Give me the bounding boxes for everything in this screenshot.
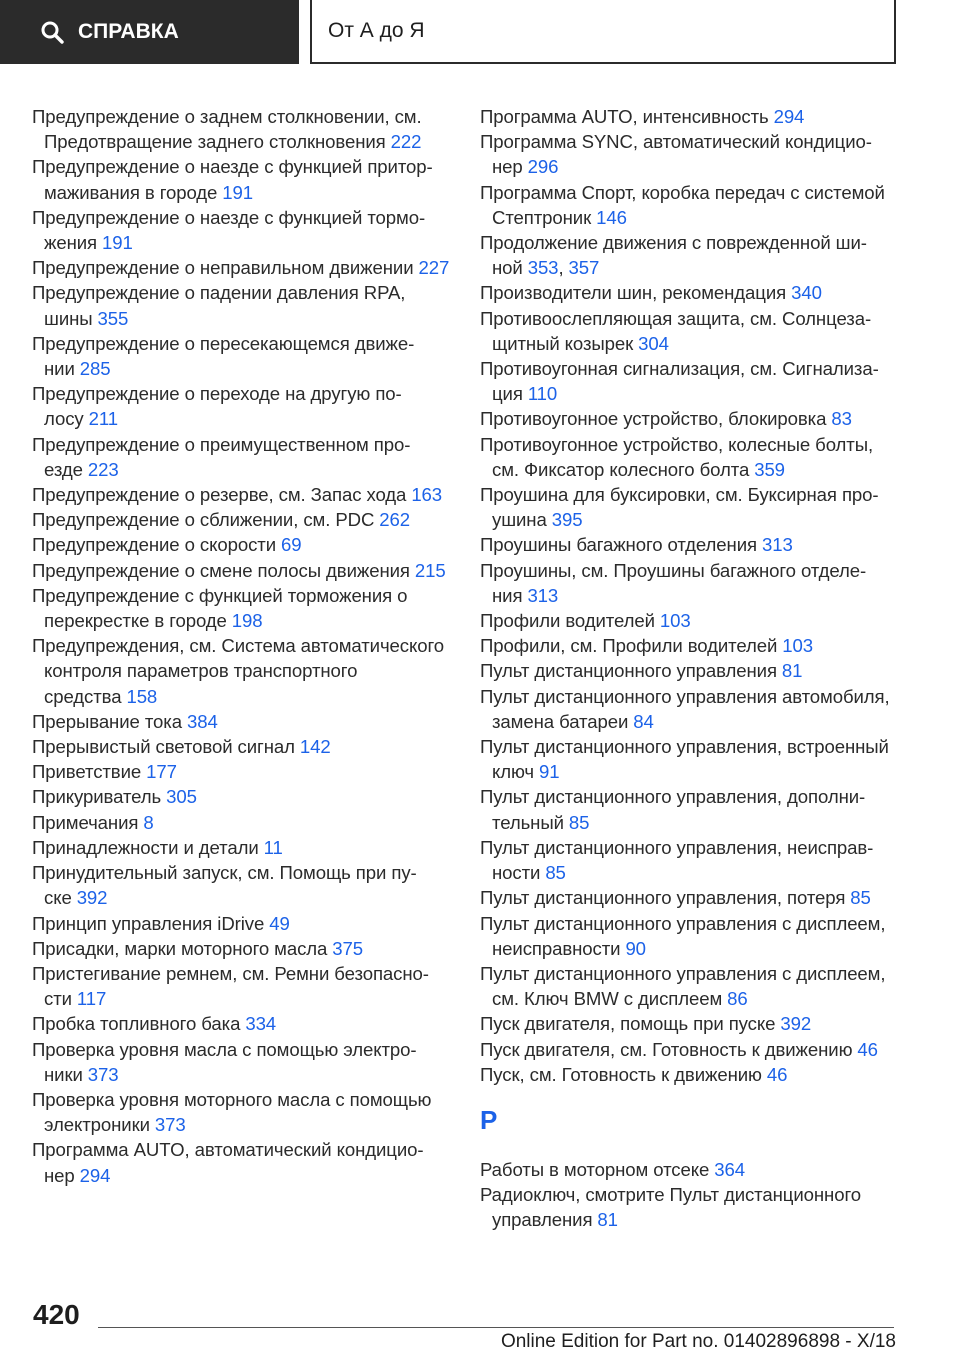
page-link[interactable]: 285 bbox=[79, 358, 111, 380]
page-link[interactable]: 11 bbox=[263, 836, 283, 858]
index-entry bbox=[32, 583, 452, 633]
index-entry bbox=[32, 835, 452, 860]
page-link[interactable]: 211 bbox=[88, 408, 118, 430]
page-link[interactable]: 90 bbox=[625, 937, 646, 959]
help-tab[interactable] bbox=[0, 0, 299, 64]
page-link[interactable]: 117 bbox=[76, 988, 107, 1010]
index-entry-text: Принцип управления iDrive bbox=[32, 912, 265, 934]
index-entry-text: Примечания bbox=[32, 811, 139, 833]
header bbox=[0, 0, 960, 66]
index-entry bbox=[480, 129, 900, 179]
index-entry bbox=[480, 658, 900, 683]
page-link[interactable]: 103 bbox=[782, 635, 814, 657]
page-link[interactable]: 313 bbox=[761, 534, 793, 556]
index-entry bbox=[480, 608, 900, 633]
index-entry bbox=[32, 331, 452, 381]
index-entry bbox=[32, 381, 452, 431]
index-entry-text: Программа AUTO, автоматический кондиционер bbox=[32, 1139, 424, 1186]
page-link[interactable]: 392 bbox=[76, 887, 108, 909]
index-entry bbox=[480, 180, 900, 230]
page-link[interactable]: 373 bbox=[87, 1063, 119, 1085]
index-entry-text: Пульт дистанционного управления bbox=[480, 660, 777, 682]
page-link[interactable]: 313 bbox=[527, 584, 559, 606]
index-entry-text: Пуск двигателя, см. Готовность к движению bbox=[480, 1038, 853, 1060]
index-entry-text: Проушины багажного отделения bbox=[480, 534, 757, 556]
index-entry bbox=[480, 784, 900, 834]
index-entry bbox=[32, 784, 452, 809]
index-entry bbox=[480, 558, 900, 608]
page-link[interactable]: 110 bbox=[527, 383, 558, 405]
index-entry bbox=[480, 280, 900, 305]
index-entry-text: Пристегивание ремнем, см. Ремни безопасности bbox=[32, 962, 429, 1010]
index-entry: Продолжение движения с поврежденной шиной 353, 357 bbox=[480, 232, 867, 279]
index-entry bbox=[480, 432, 900, 482]
index-entry-text: Предупреждение о преимущественном проезде bbox=[32, 433, 411, 480]
page-link[interactable]: 353 bbox=[527, 257, 559, 279]
index-entry bbox=[32, 759, 452, 784]
page-link[interactable]: 69 bbox=[281, 534, 302, 556]
index-entry bbox=[32, 1011, 452, 1036]
index-entry-text: Предупреждение о наезде с функцией притормаживания в городе bbox=[32, 156, 433, 203]
index-entry bbox=[32, 911, 452, 936]
index-entry-text: Пульт дистанционного управления, потеря bbox=[480, 887, 846, 909]
index-entry-text: Проверка уровня моторного масла с помощью электроники bbox=[32, 1088, 432, 1136]
index-entry-text: Продолжение движения с поврежденной шиной bbox=[480, 232, 867, 279]
index-entry-text: Предупреждение о скорости bbox=[32, 534, 276, 556]
index-entry bbox=[32, 734, 452, 759]
index-entry-text: Пульт дистанционного управления автомобиля, замена батареи bbox=[480, 685, 890, 732]
index-entry bbox=[480, 961, 900, 1011]
index-column-left bbox=[32, 104, 452, 1188]
index-entry-text: Программа SYNC, автоматический кондиционер bbox=[480, 131, 872, 178]
index-entry-text: Предупреждение с функцией торможения о перекрестке в городе bbox=[32, 584, 408, 632]
index-entry-text: Предупреждение о падении давления RPA, шины bbox=[32, 282, 406, 329]
index-entry bbox=[32, 961, 452, 1011]
page-link[interactable]: 191 bbox=[222, 181, 254, 203]
footer-edition-text: Online Edition for Part no. 01402896898 - X/18 bbox=[500, 1331, 896, 1352]
index-entry bbox=[32, 709, 452, 734]
index-entry-text: Радиоключ, смотрите Пульт дистанционного управления bbox=[480, 1184, 861, 1231]
page-link[interactable]: 81 bbox=[781, 660, 803, 682]
page-link[interactable]: 8 bbox=[143, 811, 154, 833]
page-link[interactable]: 191 bbox=[102, 232, 133, 254]
index-entry bbox=[32, 532, 452, 557]
index-entry bbox=[32, 1037, 452, 1087]
index-entry-text: Предупреждение о неправильном движении bbox=[32, 257, 414, 279]
index-entry bbox=[480, 104, 900, 129]
index-entry bbox=[32, 255, 452, 280]
index-entry bbox=[32, 104, 452, 154]
index-entry-text: Предупреждение о сближении, см. PDC bbox=[32, 509, 375, 531]
page-link[interactable]: 177 bbox=[146, 761, 177, 783]
page-link[interactable]: 334 bbox=[245, 1013, 277, 1035]
page-link[interactable]: 83 bbox=[831, 408, 852, 430]
index-entry bbox=[480, 911, 900, 961]
page-link[interactable]: 85 bbox=[545, 862, 566, 884]
page-link[interactable]: 223 bbox=[87, 458, 119, 480]
page-link[interactable]: 355 bbox=[97, 307, 129, 329]
page-link[interactable]: 294 bbox=[773, 106, 805, 127]
index-entry bbox=[480, 482, 900, 532]
page-link[interactable]: 305 bbox=[166, 786, 197, 808]
index-entry-text: Противоугонная сигнализация, см. Сигнализация bbox=[480, 358, 879, 405]
index-entry-text: Предупреждение о переходе на другую полосу bbox=[32, 383, 402, 430]
index-entry-text: Работы в моторном отсеке bbox=[480, 1158, 710, 1180]
page-link[interactable]: 103 bbox=[659, 610, 691, 632]
index-entry bbox=[32, 558, 452, 583]
index-entry bbox=[32, 280, 452, 330]
page-link[interactable]: 222 bbox=[390, 131, 422, 153]
index-entry bbox=[480, 356, 900, 406]
index-entry-text: Предупреждение о резерве, см. Запас хода bbox=[32, 484, 407, 506]
index-entry-text: Предупреждение о смене полосы движения bbox=[32, 559, 410, 581]
index-entry-text: Программа AUTO, интенсивность bbox=[480, 106, 769, 127]
page-link[interactable]: 340 bbox=[791, 282, 822, 304]
index-entry bbox=[480, 684, 900, 734]
index-entry bbox=[32, 1087, 452, 1137]
page-link[interactable]: 81 bbox=[597, 1209, 618, 1231]
index-entry-text: Профили, см. Профили водителей bbox=[480, 635, 778, 657]
index-tab-label: От А до Я bbox=[328, 19, 425, 42]
page-link[interactable]: 85 bbox=[568, 811, 590, 833]
page-link[interactable]: 146 bbox=[596, 206, 627, 228]
page-link[interactable]: 296 bbox=[527, 156, 559, 178]
index-entry-text: Пульт дистанционного управления, неисправности bbox=[480, 836, 874, 884]
page-link[interactable]: 392 bbox=[780, 1013, 812, 1035]
index-entry-text: Приветствие bbox=[32, 761, 142, 783]
page-link[interactable]: 49 bbox=[269, 912, 290, 934]
footer-divider bbox=[98, 1327, 894, 1328]
page-link[interactable]: 227 bbox=[418, 257, 450, 279]
index-entry-text: Программа Спорт, коробка передач с системой Стептроник bbox=[480, 181, 885, 228]
index-entry-text: Противоослепляющая защита, см. Солнцезащитный козырек bbox=[480, 307, 872, 354]
page-link[interactable]: 384 bbox=[186, 710, 218, 732]
index-entry-text: Предупреждения, см. Система автоматического контроля параметров транспортного средства bbox=[32, 635, 444, 707]
help-tab-label: СПРАВКА bbox=[78, 20, 179, 43]
index-entry bbox=[480, 1182, 900, 1232]
index-entry bbox=[480, 532, 900, 557]
index-entry bbox=[480, 1011, 900, 1036]
index-entry-text: Проушины, см. Проушины багажного отделения bbox=[480, 559, 867, 606]
index-entry bbox=[32, 507, 452, 532]
index-entry bbox=[32, 154, 452, 204]
index-entry-text: Принадлежности и детали bbox=[32, 836, 259, 858]
index-entry-text: Пробка топливного бака bbox=[32, 1013, 241, 1035]
page-link[interactable]: 86 bbox=[727, 988, 748, 1010]
index-entry bbox=[480, 633, 900, 658]
page-link[interactable]: 364 bbox=[714, 1158, 745, 1180]
index-entry bbox=[480, 835, 900, 885]
page-link[interactable]: 373 bbox=[154, 1114, 186, 1136]
index-entry bbox=[480, 306, 900, 356]
page-link[interactable]: 215 bbox=[414, 559, 446, 581]
index-entry-text: Пульт дистанционного управления с дисплеем, см. Ключ BMW с дисплеем bbox=[480, 962, 886, 1010]
index-entry bbox=[480, 1157, 900, 1182]
page-link[interactable]: 262 bbox=[379, 509, 411, 531]
index-entry bbox=[480, 734, 900, 784]
page-link[interactable]: 46 bbox=[857, 1038, 878, 1060]
index-entry-text: Проверка уровня масла с помощью электроники bbox=[32, 1038, 417, 1085]
index-tab[interactable] bbox=[310, 0, 896, 64]
index-entry-text: Пульт дистанционного управления, встроенный ключ bbox=[480, 736, 889, 783]
index-entry-text: Предупреждение о наезде с функцией торможения bbox=[32, 206, 426, 254]
page-number: 420 bbox=[33, 1299, 80, 1330]
page-link[interactable]: 84 bbox=[633, 710, 654, 732]
page-link[interactable]: 142 bbox=[299, 736, 331, 758]
page-link[interactable]: 375 bbox=[332, 937, 364, 959]
index-entry-text: Пуск, см. Готовность к движению bbox=[480, 1063, 762, 1085]
page-link[interactable]: 46 bbox=[766, 1063, 788, 1085]
search-icon[interactable] bbox=[40, 20, 64, 44]
index-entry bbox=[480, 1037, 900, 1062]
index-entry-text: Предупреждение о заднем столкновении, см. Предотвращение заднего столкновения bbox=[32, 106, 422, 153]
index-entry bbox=[32, 432, 452, 482]
index-entry bbox=[480, 885, 900, 910]
page-link[interactable]: 163 bbox=[411, 484, 443, 506]
index-entry bbox=[480, 406, 900, 431]
index-entry bbox=[480, 1062, 900, 1087]
index-entry-text: Производители шин, рекомендация bbox=[480, 282, 787, 304]
index-entry-text: Принудительный запуск, см. Помощь при пуске bbox=[32, 862, 417, 909]
page-link[interactable]: 294 bbox=[79, 1164, 111, 1186]
index-entry bbox=[32, 936, 452, 961]
index-entry bbox=[32, 205, 452, 255]
index-entry-text: Профили водителей bbox=[480, 610, 655, 632]
section-letter-heading: Р bbox=[480, 1104, 498, 1135]
page-link[interactable]: 91 bbox=[539, 761, 560, 783]
index-entry bbox=[32, 633, 452, 709]
index-entry-text: Прикуриватель bbox=[32, 786, 162, 808]
index-entry-text: Предупреждение о пересекающемся движении bbox=[32, 332, 415, 380]
index-entry-text: Прерывание тока bbox=[32, 710, 182, 732]
index-entry-text: Пуск двигателя, помощь при пуске bbox=[480, 1013, 776, 1035]
index-entry-text: Прерывистый световой сигнал bbox=[32, 736, 295, 758]
index-entry bbox=[32, 1137, 452, 1187]
page-link[interactable]: 158 bbox=[126, 685, 158, 707]
index-column-right bbox=[480, 104, 900, 1233]
index-entry bbox=[32, 810, 452, 835]
index-entry-text: Присадки, марки моторного масла bbox=[32, 937, 328, 959]
index-entry-text: Противоугонное устройство, колесные болты, см. Фиксатор колесного болта bbox=[480, 433, 874, 480]
index-entry-text: Пульт дистанционного управления с дисплеем, неисправности bbox=[480, 912, 886, 959]
index-entry-text: Проушина для буксировки, см. Буксирная проушина bbox=[480, 484, 879, 531]
page-link[interactable]: 198 bbox=[231, 610, 263, 632]
index-entry-text: Противоугонное устройство, блокировка bbox=[480, 408, 827, 430]
page-link[interactable]: 304 bbox=[638, 332, 669, 354]
page-link[interactable]: 395 bbox=[551, 509, 583, 531]
page-link[interactable]: 357 bbox=[568, 257, 600, 279]
index-entry bbox=[32, 482, 452, 507]
page-link[interactable]: 85 bbox=[850, 887, 871, 909]
index-entry bbox=[32, 860, 452, 910]
index-entry-text: Пульт дистанционного управления, дополнительный bbox=[480, 786, 866, 833]
page-link[interactable]: 359 bbox=[754, 458, 785, 480]
